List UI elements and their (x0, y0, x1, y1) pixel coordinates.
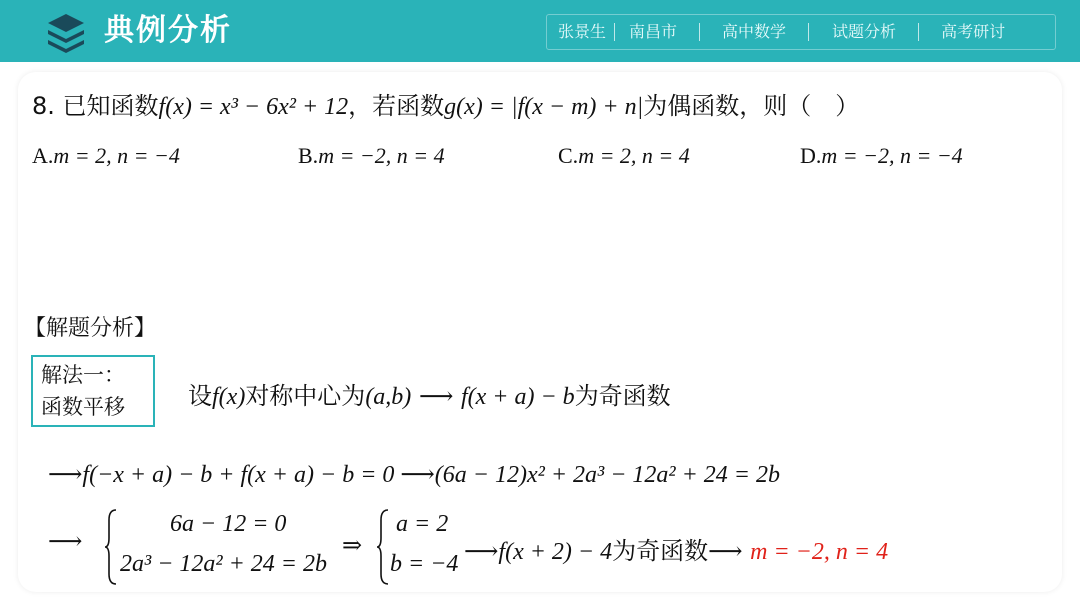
method-box (31, 355, 155, 427)
arrow-icon: ⟶ (48, 529, 83, 555)
header-bar (0, 0, 1080, 62)
option-c[interactable] (558, 143, 690, 169)
question-text: ，若函数 (348, 92, 445, 120)
nav-city[interactable]: 南昌市 (629, 22, 678, 41)
step-text: 对称中心为 (245, 382, 366, 410)
step-text: 为奇函数 (574, 382, 671, 410)
system-1-eq-2: 2a³ − 12a² + 24 = 2b (120, 551, 327, 577)
nav-divider (699, 23, 700, 41)
function-f-definition: f(x) = x³ − 6x² + 12 (158, 94, 349, 120)
arrow-icon: ⟶ (400, 462, 435, 488)
nav-analysis[interactable]: 试题分析 (832, 22, 897, 41)
arrow-icon: ⟶ (708, 539, 743, 565)
left-brace-icon (376, 508, 390, 586)
question-text: 为偶函数，则（ ） (643, 92, 860, 120)
question-number: 8. (32, 92, 55, 120)
layers-icon (44, 10, 88, 54)
option-value: m = −2, n = 4 (318, 143, 445, 168)
step-2 (48, 460, 780, 489)
arrow-icon: ⟶ (464, 539, 499, 565)
option-label: A. (32, 143, 54, 168)
method-label: 解法一： (41, 363, 125, 387)
arrow-icon: ⟶ (48, 462, 83, 488)
question-stem (32, 86, 859, 121)
step-equation: f(−x + a) − b + f(x + a) − b = 0 (82, 462, 395, 488)
section-title: 【解题分析】 (24, 316, 157, 341)
page-title: 典例分析 (104, 13, 232, 48)
left-brace-icon (104, 508, 118, 586)
function-g-definition: g(x) = |f(x − m) + n| (444, 94, 644, 120)
step-text: 为奇函数 (612, 537, 709, 565)
final-answer: m = −2, n = 4 (750, 539, 889, 565)
option-label: B. (298, 143, 319, 168)
nav-research[interactable]: 高考研讨 (941, 22, 1006, 41)
option-value: m = −2, n = −4 (821, 143, 963, 168)
nav-author[interactable]: 张景生 (558, 22, 607, 41)
nav-divider (614, 23, 615, 41)
system-1-eq-1: 6a − 12 = 0 (170, 511, 287, 537)
step-equation: (6a − 12)x² + 2a³ − 12a² + 24 = 2b (434, 462, 780, 488)
system-2-eq-2: b = −4 (390, 551, 459, 577)
option-d[interactable] (800, 143, 963, 169)
step-1: 设f(x)对称中心为(a,b) ⟶ f(x + a) − b为奇函数 (188, 382, 671, 410)
step-3 (464, 531, 888, 566)
step-equation: f(x + 2) − 4 (498, 539, 613, 565)
question-text: 已知函数 (62, 92, 159, 120)
option-b[interactable] (298, 143, 445, 169)
header-nav (546, 14, 1056, 50)
option-label: D. (800, 143, 822, 168)
option-value: m = 2, n = −4 (53, 143, 180, 168)
implies-icon: ⇒ (342, 533, 363, 559)
option-value: m = 2, n = 4 (578, 143, 690, 168)
option-a[interactable] (32, 143, 180, 169)
nav-divider (808, 23, 809, 41)
system-2-eq-1: a = 2 (396, 511, 449, 537)
method-name: 函数平移 (41, 395, 125, 419)
nav-subject[interactable]: 高中数学 (722, 22, 787, 41)
option-label: C. (558, 143, 579, 168)
nav-divider (918, 23, 919, 41)
step-text: 设 (188, 382, 212, 410)
arrow-icon: ⟶ (418, 384, 454, 410)
